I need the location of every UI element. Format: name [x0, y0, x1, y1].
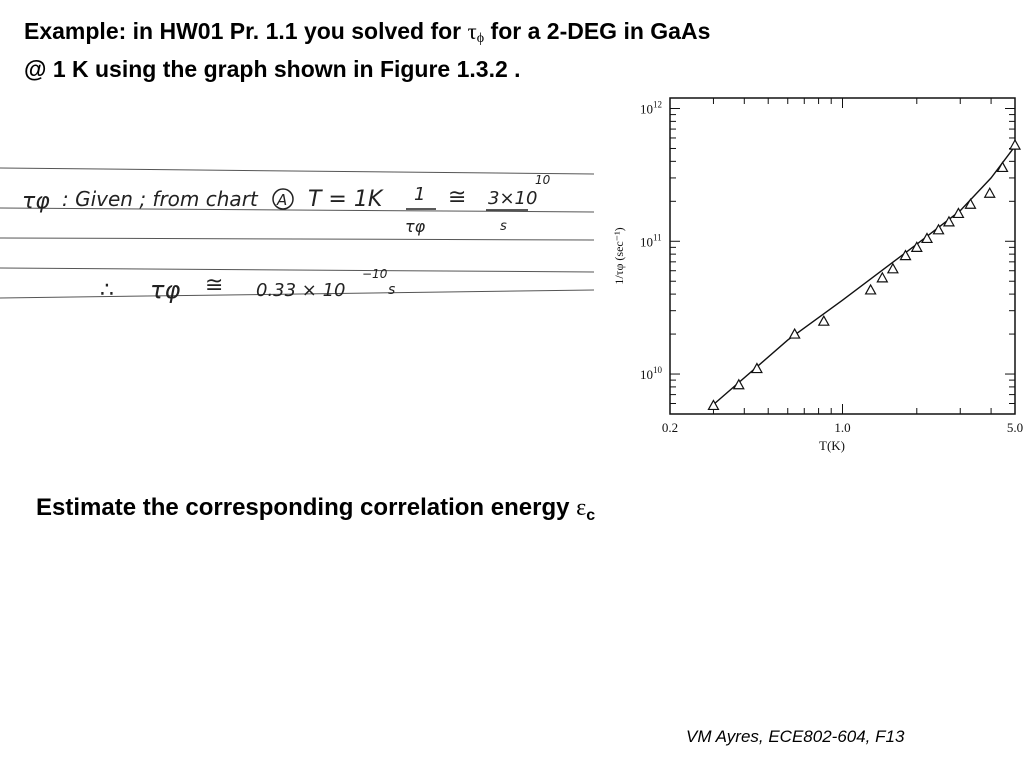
y-tick-label: $10^{11}$	[640, 232, 662, 250]
note-rate-unit: s	[500, 219, 507, 234]
note-approx-sign: ≅	[448, 185, 467, 210]
slide-title	[24, 16, 904, 84]
note-tau-result: τφ	[150, 276, 181, 304]
ruled-line	[0, 168, 594, 174]
data-point-triangle	[752, 364, 762, 373]
epsilon-subscript: c	[586, 507, 596, 524]
x-tick-label: 1.0	[834, 420, 851, 435]
note-result-exponent: −10	[362, 267, 388, 281]
y-tick-label: $10^{12}$	[640, 99, 662, 117]
tau-symbol: τ	[467, 19, 477, 44]
note-approx-sign-2: ≅	[205, 273, 224, 298]
note-fraction-denominator: τφ	[405, 217, 426, 236]
note-given-text: : Given ; from chart	[62, 187, 258, 211]
therefore-icon: ∴	[100, 278, 114, 303]
y-tick-label: $10^{10}$	[640, 365, 662, 383]
note-tau-given: τφ	[22, 189, 50, 214]
epsilon-symbol: ε	[576, 495, 587, 521]
y-axis-label: 1/τφ (sec⁻¹)	[612, 227, 626, 285]
plot-frame	[670, 98, 1015, 414]
ruled-line	[0, 268, 594, 272]
data-point-triangle	[734, 380, 744, 389]
question-prompt	[36, 494, 595, 525]
title-line1-suffix: for a 2-DEG in GaAs	[484, 18, 711, 44]
data-point-triangle	[1010, 140, 1020, 149]
ruled-line	[0, 238, 594, 240]
note-circled-letter: A	[277, 191, 288, 209]
footer-credit: VM Ayres, ECE802-604, F13	[686, 727, 905, 746]
data-point-triangle	[985, 188, 995, 197]
x-tick-label: 0.2	[661, 420, 679, 435]
data-point-triangle	[819, 316, 829, 325]
handwritten-notes	[0, 160, 600, 320]
x-axis-label: T(K)	[819, 438, 845, 453]
note-result-unit: s	[388, 282, 396, 298]
note-result-value: 0.33 × 10	[256, 280, 346, 301]
note-fraction-numerator: 1	[414, 184, 426, 205]
tau-phi-vs-temperature-chart	[600, 90, 1024, 460]
title-line2: @ 1 K using the graph shown in Figure 1.3.2 .	[24, 56, 521, 82]
data-point-triangle	[866, 285, 876, 294]
note-rate-value: 3×10	[488, 188, 538, 209]
note-rate-exponent: 10	[535, 173, 551, 187]
data-point-triangle	[922, 233, 932, 242]
x-tick-label: 5.0	[1006, 420, 1024, 435]
title-line1-prefix: Example: in HW01 Pr. 1.1 you solved for	[24, 18, 468, 44]
data-point-triangle	[877, 273, 887, 282]
data-point-triangle	[790, 329, 800, 338]
note-temperature: T = 1K	[308, 187, 383, 212]
question-text: Estimate the corresponding correlation energy	[36, 494, 577, 521]
phi-subscript: ϕ	[476, 31, 485, 46]
